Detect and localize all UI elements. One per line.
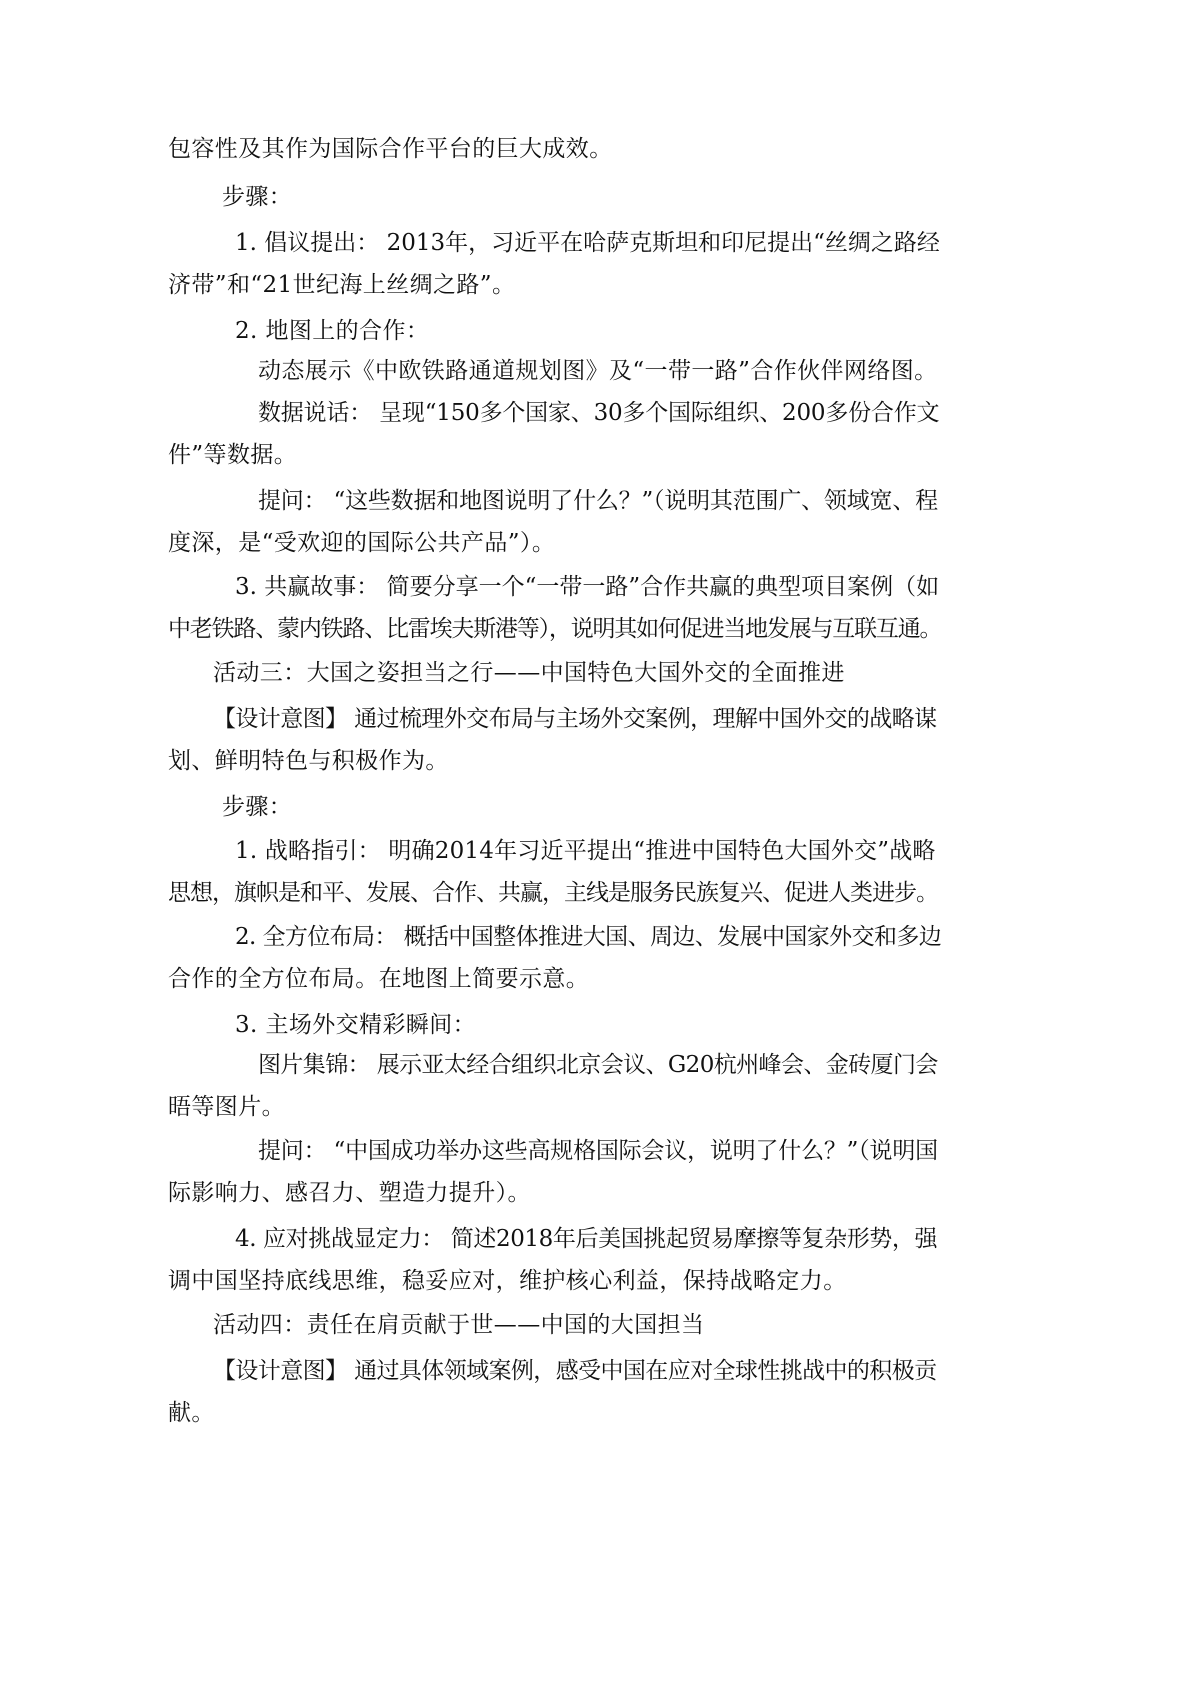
paragraph-line: 2. 地图上的合作：	[235, 318, 430, 344]
paragraph-line: 4. 应对挑战显定力： 简述2018年后美国挑起贸易摩擦等复杂形势，强	[235, 1226, 938, 1252]
paragraph-line: 济带”和“21世纪海上丝绸之路”。	[168, 272, 516, 298]
paragraph-line: 提问： “这些数据和地图说明了什么？”（说明其范围广、领域宽、程	[258, 488, 938, 514]
paragraph-line: 步骤：	[222, 184, 293, 210]
paragraph-line: 1. 倡议提出： 2013年，习近平在哈萨克斯坦和印尼提出“丝绸之路经	[235, 230, 940, 256]
paragraph-line: 际影响力、感召力、塑造力提升）。	[168, 1180, 531, 1206]
section-heading: 活动三：大国之姿担当之行——中国特色大国外交的全面推进	[213, 660, 845, 686]
paragraph-line: 动态展示《中欧铁路通道规划图》及“一带一路”合作伙伴网络图。	[258, 358, 938, 384]
paragraph-line: 3. 共赢故事： 简要分享一个“一带一路”合作共赢的典型项目案例（如	[235, 574, 940, 600]
paragraph-line: 件”等数据。	[168, 442, 298, 468]
paragraph-line: 晤等图片。	[168, 1094, 285, 1120]
paragraph-line: 步骤：	[222, 794, 293, 820]
paragraph-line: 数据说话： 呈现“150多个国家、30多个国际组织、200多份合作文	[258, 400, 940, 426]
paragraph-line: 图片集锦： 展示亚太经合组织北京会议、G20杭州峰会、金砖厦门会	[258, 1052, 938, 1078]
paragraph-line: 调中国坚持底线思维，稳妥应对，维护核心利益，保持战略定力。	[168, 1268, 847, 1294]
paragraph-line: 2. 全方位布局： 概括中国整体推进大国、周边、发展中国家外交和多边	[235, 924, 942, 950]
paragraph-line: 思想，旗帜是和平、发展、合作、共赢，主线是服务民族复兴、促进人类进步。	[168, 880, 938, 906]
paragraph-line: 包容性及其作为国际合作平台的巨大成效。	[168, 136, 613, 162]
paragraph-line: 3. 主场外交精彩瞬间：	[235, 1012, 477, 1038]
design-intent-line: 【设计意图】 通过梳理外交布局与主场外交案例，理解中国外交的战略谋	[213, 706, 937, 732]
paragraph-line: 度深，是“受欢迎的国际公共产品”）。	[168, 530, 556, 556]
section-heading: 活动四：责任在肩贡献于世——中国的大国担当	[213, 1312, 705, 1338]
paragraph-line: 中老铁路、蒙内铁路、比雷埃夫斯港等），说明其如何促进当地发展与互联互通。	[168, 616, 942, 642]
paragraph-line: 合作的全方位布局。在地图上简要示意。	[168, 966, 590, 992]
design-intent-line: 【设计意图】 通过具体领域案例，感受中国在应对全球性挑战中的积极贡	[213, 1358, 937, 1384]
paragraph-line: 1. 战略指引： 明确2014年习近平提出“推进中国特色大国外交”战略	[235, 838, 936, 864]
design-intent-line: 献。	[168, 1400, 215, 1426]
design-intent-line: 划、鲜明特色与积极作为。	[168, 748, 449, 774]
paragraph-line: 提问： “中国成功举办这些高规格国际会议，说明了什么？”（说明国	[258, 1138, 938, 1164]
